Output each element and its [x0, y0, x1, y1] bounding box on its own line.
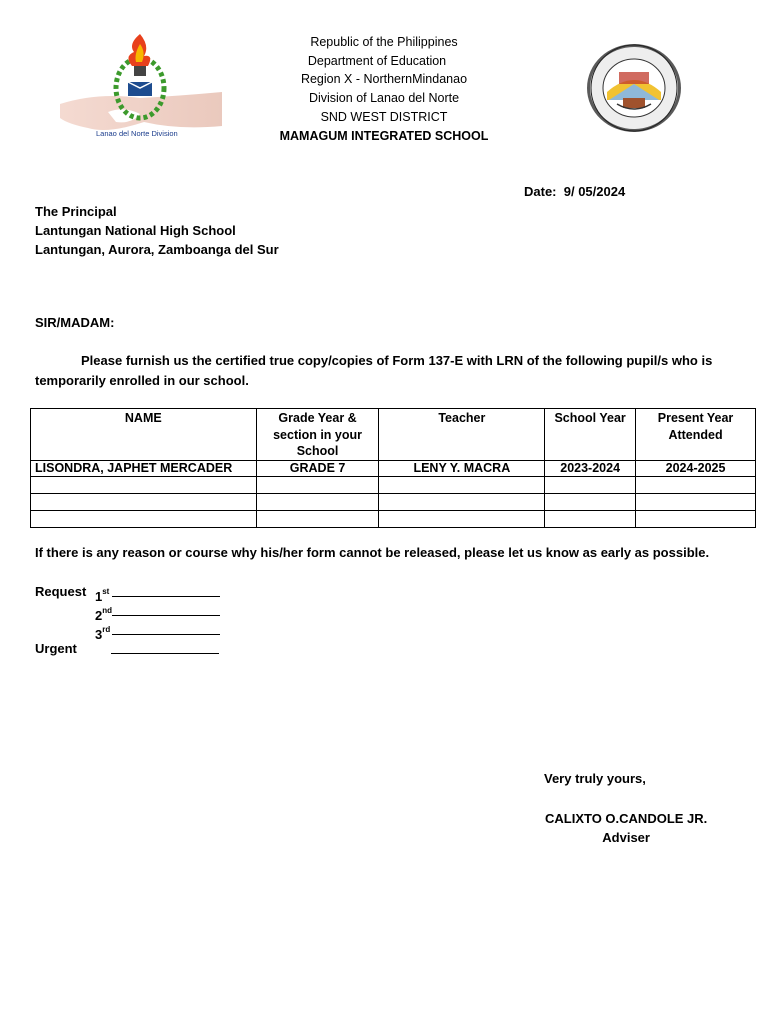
cell-empty: [31, 477, 257, 494]
header-line: Region X - NorthernMindanao: [300, 72, 468, 87]
school-name: MAMAGUM INTEGRATED SCHOOL: [279, 128, 489, 143]
cell-empty: [31, 494, 257, 511]
release-notice: If there is any reason or course why his/her form cannot be released, please let us know as early as possible.: [35, 545, 710, 560]
cell-name: LISONDRA, JAPHET MERCADER: [31, 460, 257, 477]
date-label: Date:: [524, 184, 557, 199]
request-blank-line[interactable]: [112, 582, 220, 597]
addressee-block: [35, 202, 279, 259]
cell-empty: [256, 510, 379, 527]
letterhead: [270, 33, 498, 145]
column-header-grade: Grade Year & section in your School: [256, 409, 379, 461]
addressee-line: The Principal: [35, 204, 117, 219]
request-blank-line[interactable]: [112, 620, 220, 635]
header-line: Republic of the Philippines: [310, 35, 458, 49]
pupil-table: [30, 408, 756, 528]
cell-empty: [545, 494, 636, 511]
cell-empty: [545, 510, 636, 527]
header-line: Division of Lanao del Norte: [308, 91, 460, 106]
cell-school-year: 2023-2024: [545, 460, 636, 477]
signer-name: CALIXTO O.CANDOLE JR.: [545, 811, 708, 826]
cell-empty: [636, 494, 756, 511]
body-line: Please furnish us the certified true copy/copies of Form 137-E with LRN of the following pupil/s who is: [81, 353, 713, 368]
letter-body: [35, 351, 735, 390]
lanao-del-norte-division-logo: [58, 26, 224, 140]
cell-teacher: LENY Y. MACRA: [379, 460, 545, 477]
salutation: SIR/MADAM:: [35, 315, 115, 330]
header-line: Department of Education: [307, 53, 447, 68]
cell-empty: [636, 477, 756, 494]
table-row: [31, 460, 756, 477]
cell-empty: [256, 477, 379, 494]
logo-caption: Lanao del Norte Division: [96, 129, 178, 138]
urgent-label: Urgent: [35, 641, 77, 656]
cell-empty: [31, 510, 257, 527]
cell-grade: GRADE 7: [256, 460, 379, 477]
date-value: 9/ 05/2024: [563, 184, 626, 199]
column-header-name: NAME: [31, 409, 257, 461]
ordinal: 1st: [95, 587, 110, 604]
signer-title: Adviser: [602, 830, 650, 845]
column-header-school-year: School Year: [545, 409, 636, 461]
table-row: [31, 510, 756, 527]
table-header-row: [31, 409, 756, 461]
table-row: [31, 494, 756, 511]
cell-empty: [379, 477, 545, 494]
date-line: [524, 184, 625, 199]
cell-present-year: 2024-2025: [636, 460, 756, 477]
urgent-blank-line[interactable]: [111, 639, 219, 654]
mamagum-school-seal: [585, 42, 683, 134]
addressee-line: Lantungan National High School: [35, 223, 236, 238]
column-header-present-year: Present Year Attended: [636, 409, 756, 461]
ordinal: 2nd: [95, 606, 113, 623]
addressee-line: Lantungan, Aurora, Zamboanga del Sur: [35, 242, 279, 257]
body-line: temporarily enrolled in our school.: [35, 372, 249, 388]
request-blank-line[interactable]: [112, 601, 220, 616]
request-label: Request: [35, 584, 87, 599]
cell-empty: [379, 494, 545, 511]
closing: Very truly yours,: [544, 771, 646, 786]
cell-empty: [256, 494, 379, 511]
column-header-teacher: Teacher: [379, 409, 545, 461]
header-line: SND WEST DISTRICT: [320, 109, 448, 124]
cell-empty: [636, 510, 756, 527]
table-row: [31, 477, 756, 494]
signature-block: [545, 809, 707, 847]
ordinal: 3rd: [95, 625, 111, 642]
cell-empty: [379, 510, 545, 527]
cell-empty: [545, 477, 636, 494]
